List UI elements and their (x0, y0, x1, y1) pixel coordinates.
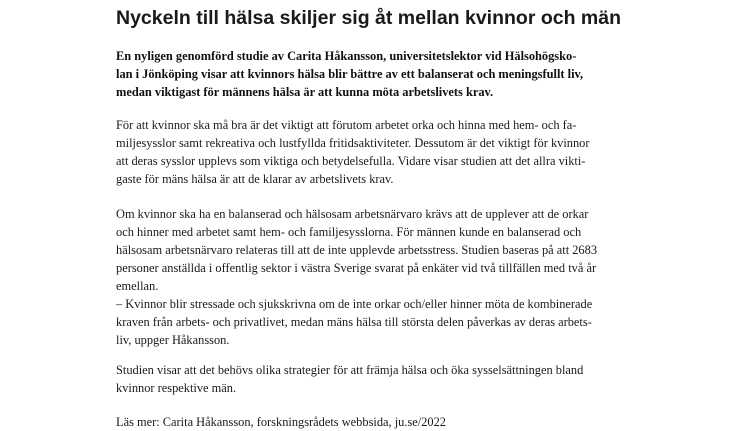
paragraph-line: kraven från arbets- och privatlivet, medan mäns hälsa till största delen påverkas av deras arbets- (116, 315, 592, 329)
article-lead (116, 47, 583, 101)
body-paragraph-4 (116, 413, 446, 431)
body-paragraph-2 (116, 205, 597, 349)
paragraph-line: emellan. (116, 279, 159, 293)
paragraph-line: Läs mer: Carita Håkansson, forskningsrådets webbsida, ju.se/2022 (116, 415, 447, 429)
paragraph-line: att deras sysslor upplevs som viktiga och betydelsefulla. Vidare visar studien att det allra vikti- (116, 154, 586, 168)
paragraph-line: personer anställda i offentlig sektor i västra Sverige svarat på enkäter vid två tillfällen med två år (116, 261, 597, 275)
lead-line: lan i Jönköping visar att kvinnors hälsa blir bättre av ett balanserat och meningsfullt liv, (116, 67, 584, 81)
paragraph-line: hälsosam arbetsnärvaro relateras till att de inte upplevde arbetsstress. Studien baseras på att 2683 (116, 243, 598, 257)
lead-line: medan viktigast för männens hälsa är att kunna möta arbetslivets krav. (116, 85, 494, 99)
paragraph-line: Studien visar att det behövs olika strategier för att främja hälsa och öka sysselsättningen bland (116, 363, 584, 377)
paragraph-line: För att kvinnor ska må bra är det viktigt att förutom arbetet orka och hinna med hem- och fa- (116, 118, 577, 132)
paragraph-line: Om kvinnor ska ha en balanserad och hälsosam arbetsnärvaro krävs att de upplever att de orkar (116, 207, 589, 221)
lead-line: En nyligen genomförd studie av Carita Håkansson, universitetslektor vid Hälsohögsko- (116, 49, 577, 63)
paragraph-line: och hinner med arbetet samt hem- och familjesysslorna. För männen kunde en balanserad och (116, 225, 582, 239)
paragraph-line: kvinnor respektive män. (116, 381, 237, 395)
article-title: Nyckeln till hälsa skiljer sig åt mellan kvinnor och män (116, 7, 622, 29)
paragraph-line: gaste för mäns hälsa är att de klarar av arbetslivets krav. (116, 172, 394, 186)
body-paragraph-3 (116, 361, 583, 397)
paragraph-line: liv, uppger Håkansson. (116, 333, 230, 347)
paragraph-line: miljesysslor samt rekreativa och lustfyllda fritidsaktiviteter. Dessutom är det viktigt för kvinnor (116, 136, 590, 150)
paragraph-line: – Kvinnor blir stressade och sjukskrivna om de inte orkar och/eller hinner möta de kombinerade (116, 297, 593, 311)
body-paragraph-1 (116, 116, 590, 188)
